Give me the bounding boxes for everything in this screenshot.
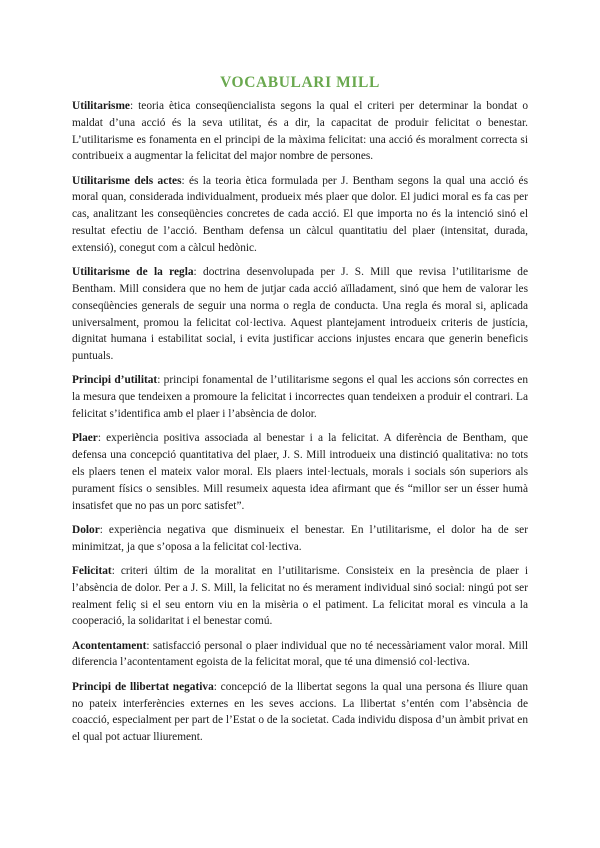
entry-plaer: [72, 430, 528, 514]
entry-utilitarisme: [72, 98, 528, 165]
entry-term: Utilitarisme de la regla: [72, 266, 194, 279]
entry-term: Utilitarisme dels actes: [72, 174, 182, 187]
entry-utilitarisme-dels-actes: [72, 173, 528, 257]
entry-felicitat: [72, 563, 528, 630]
entry-llibertat-negativa: [72, 679, 528, 746]
entry-definition: : experiència negativa que disminueix el benestar. En l’utilitarisme, el dolor ha de ser minimitzat, ja que s’oposa a la felicitat col·lectiva.: [72, 523, 528, 553]
entry-term: Plaer: [72, 432, 98, 445]
entry-term: Principi d’utilitat: [72, 374, 158, 387]
entry-definition: : experiència positiva associada al benestar i a la felicitat. A diferència de Bentham, que defensa una concepció quantitativa del plaer, J. S. Mill introdueix una distinció qualitativa: no tots els plaers tenen el mateix valor moral. Els plaers intel·lectuals, morals i socials són superiors als purament físics o sensibles. Mill resumeix aquesta idea afirmant que és “millor ser un ésser humà insatisfet que no pas un porc satisfet”.: [72, 432, 528, 512]
entry-utilitarisme-de-la-regla: [72, 264, 528, 365]
entry-definition: : criteri últim de la moralitat en l’utilitarisme. Consisteix en la presència de plaer i l’absència de dolor. Per a J. S. Mill, la felicitat no és merament individual sinó social: ningú pot ser realment feliç si el seu entorn viu en la misèria o el patiment. La felicitat moral es vincula a la cooperació, la solidaritat i el benestar comú.: [72, 564, 528, 628]
entry-term: Utilitarisme: [72, 100, 130, 112]
entry-definition: : concepció de la llibertat segons la qual una persona és lliure quan no pateix interferències externes en les seves accions. La llibertat s’entén com l’absència de coacció, especialment per part de l’Estat o de la societat. Cada individu disposa d’un àmbit privat en el qual pot actuar lliurement.: [72, 680, 528, 744]
entry-definition: : satisfacció personal o plaer individual que no té necessàriament valor moral. Mill diferencia l’acontentament egoista de la felicitat moral, que té una dimensió col·lectiva.: [72, 639, 528, 669]
entry-definition: : teoria ètica conseqüencialista segons la qual el criteri per determinar la bondat o maldat d’una acció és la seva utilitat, és a dir, la capacitat de produir felicitat o benestar. L’utilitarisme es fonamenta en el principi de la màxima felicitat: una acció és moralment correcta si contribueix a augmentar la felicitat del major nombre de persones.: [72, 100, 528, 163]
entry-dolor: [72, 522, 528, 556]
entry-term: Felicitat: [72, 564, 112, 577]
entry-term: Dolor: [72, 523, 100, 536]
entry-acontentament: [72, 638, 528, 672]
entry-definition: : principi fonamental de l’utilitarisme segons el qual les accions són correctes en la mesura que tendeixen a promoure la felicitat i incorrectes quan tendeixen a produir el contrari. La felicitat s’identifica amb el plaer i l’absència de dolor.: [72, 374, 529, 421]
entry-term: Acontentament: [72, 639, 147, 652]
entry-definition: : doctrina desenvolupada per J. S. Mill que revisa l’utilitarisme de Bentham. Mill considera que no hem de jutjar cada acció aïlladament, sinó que hem de valorar les conseqüències generals de seguir una norma o regla de conducta. Una regla és moral si, aplicada universalment, promou la felicitat col·lectiva. Aquest plantejament introdueix criteris de justícia, dignitat humana i estabilitat social, i evita justificar accions injustes encara que generin beneficis puntuals.: [72, 266, 528, 363]
page-title: VOCABULARI MILL: [220, 74, 380, 91]
entry-principi-utilitat: [72, 372, 528, 422]
entry-term: Principi de llibertat negativa: [72, 680, 214, 693]
entry-definition: : és la teoria ètica formulada per J. Bentham segons la qual una acció és moral quan, considerada individualment, produeix més plaer que dolor. El judici moral es fa cas per cas, analitzant les conseqüències concretes de cada acció. El que importa no és la intenció sinó el resultat efectiu de l’acció. Bentham defensa un càlcul quantitatiu del plaer (intensitat, durada, extensió), conegut com a càlcul hedònic.: [72, 174, 528, 254]
